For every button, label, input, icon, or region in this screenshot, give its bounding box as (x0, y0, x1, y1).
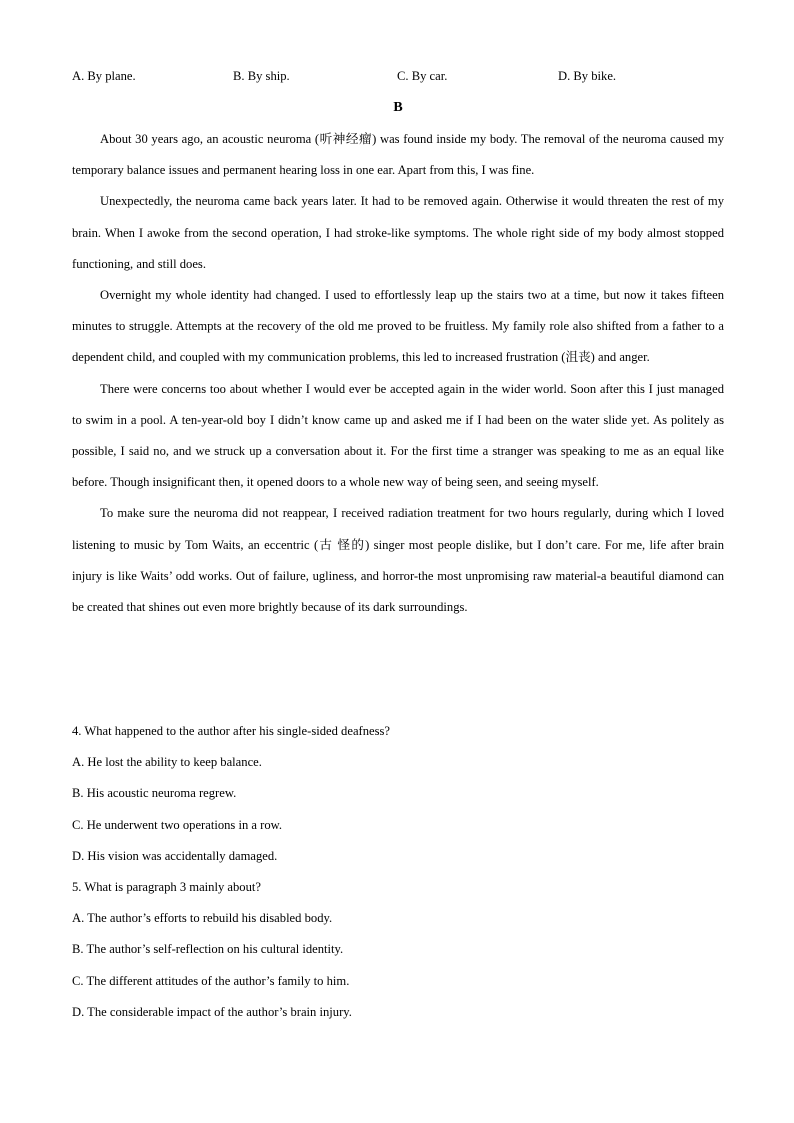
passage-paragraph: There were concerns too about whether I would ever be accepted again in the wider world. Soon after this I just managed to swim in a pool. A ten-year-old boy I didn’t know came up and asked me if I had been on the water slide yet. As politely as possible, I said no, and we struck up a conversation about it. For the first time a stranger was speaking to me as an equal like before. Though insignificant then, it opened doors to a whole new way of being seen, and seeing myself. (72, 381, 724, 490)
question-option: C. The different attitudes of the author’s family to him. (72, 973, 350, 988)
option-a: A. By plane. (72, 69, 136, 83)
question-option: A. The author’s efforts to rebuild his disabled body. (72, 911, 333, 926)
question-list (72, 716, 724, 1028)
question-stem: 4. What happened to the author after his single-sided deafness? (72, 724, 391, 738)
question-option: B. The author’s self-reflection on his cultural identity. (72, 942, 344, 957)
reading-passage (72, 124, 724, 623)
section-heading: B (393, 100, 403, 115)
passage-paragraph: About 30 years ago, an acoustic neuroma (听神经瘤) was found inside my body. The removal of the neuroma caused my temporary balance issues and permanent hearing loss in one ear. Apart from this, I was fine. (72, 132, 724, 178)
option-b: B. By ship. (233, 69, 290, 83)
passage-paragraph: To make sure the neuroma did not reappear, I received radiation treatment for two hours regularly, during which I loved listening to music by Tom Waits, an eccentric (古 怪的) singer most people dislike, but I don’t care. For me, life after brain injury is like Waits’ odd works. Out of failure, ugliness, and horror-the most unpromising raw material-a beautiful diamond can be created that shines out even more brightly because of its dark surroundings. (72, 506, 724, 615)
previous-question-options (72, 66, 724, 86)
passage-paragraph: Overnight my whole identity had changed. I used to effortlessly leap up the stairs two at a time, but now it takes fifteen minutes to struggle. Attempts at the recovery of the old me proved to be fruitless. My family role also shifted from a father to a dependent child, and coupled with my communication problems, this led to increased frustration (沮丧) and anger. (72, 288, 724, 365)
passage-paragraph: Unexpectedly, the neuroma came back years later. It had to be removed again. Otherwise it would threaten the rest of my brain. When I awoke from the second operation, I had stroke-like symptoms. The whole right side of my body almost stopped functioning, and still does. (72, 194, 724, 271)
question-stem: 5. What is paragraph 3 mainly about? (72, 880, 261, 895)
question-option: B. His acoustic neuroma regrew. (72, 786, 237, 801)
question-option: D. His vision was accidentally damaged. (72, 848, 278, 863)
option-c: C. By car. (397, 69, 448, 83)
question-option: A. He lost the ability to keep balance. (72, 755, 262, 770)
option-d: D. By bike. (558, 69, 617, 83)
question-option: D. The considerable impact of the author’s brain injury. (72, 1004, 352, 1019)
question-option: C. He underwent two operations in a row. (72, 817, 283, 832)
